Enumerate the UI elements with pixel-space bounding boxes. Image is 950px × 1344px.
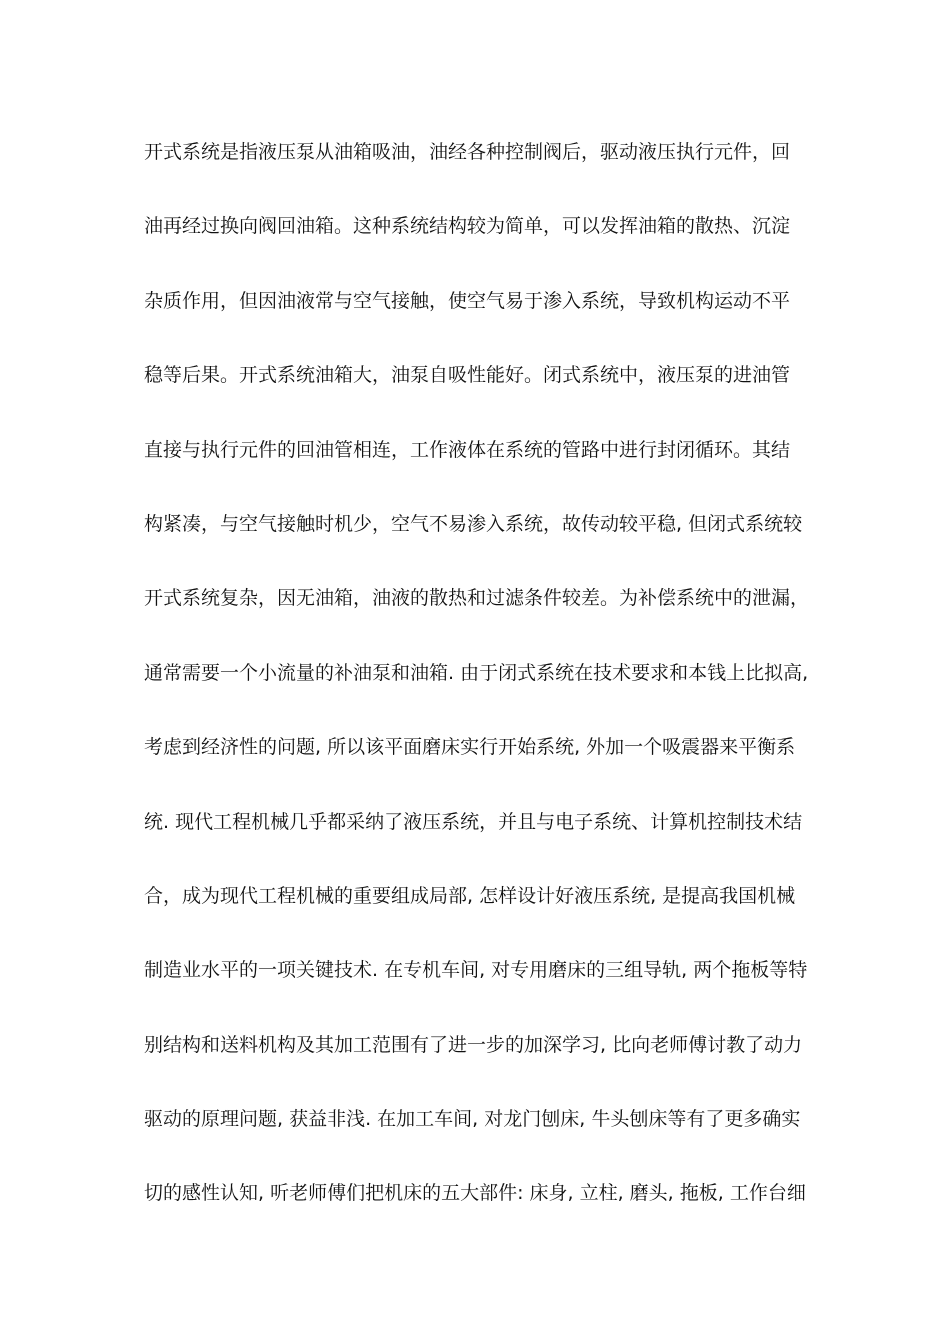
text-line-9: 考虑到经济性的问题, 所以该平面磨床实行开始系统, 外加一个吸震器来平衡系 <box>144 736 796 759</box>
text-line-7: 开式系统复杂，因无油箱，油液的散热和过滤条件较差。为补偿系统中的泄漏， <box>144 587 810 610</box>
text-line-6: 构紧凑，与空气接触时机少，空气不易渗入系统，故传动较平稳, 但闭式系统较 <box>144 512 803 535</box>
text-line-4: 稳等后果。开式系统油箱大，油泵自吸性能好。闭式系统中，液压泵的进油管 <box>144 364 791 387</box>
body-text <box>144 132 814 1248</box>
text-line-8: 通常需要一个小流量的补油泵和油箱. 由于闭式系统在技术要求和本钱上比拟高, <box>144 661 809 684</box>
text-line-1: 开式系统是指液压泵从油箱吸油，油经各种控制阀后，驱动液压执行元件，回 <box>144 141 791 163</box>
text-line-11: 合，成为现代工程机械的重要组成局部, 怎样设计好液压系统, 是提高我国机械 <box>144 884 796 907</box>
text-line-5: 直接与执行元件的回油管相连，工作液体在系统的管路中进行封闭循环。其结 <box>144 438 791 461</box>
text-line-3: 杂质作用，但因油液常与空气接触，使空气易于渗入系统，导致机构运动不平 <box>144 289 791 312</box>
text-line-15: 切的感性认知, 听老师傅们把机床的五大部件: 床身, 立柱, 磨头, 拖板, 工作台细 <box>144 1182 806 1205</box>
text-line-14: 驱动的原理问题, 获益非浅. 在加工车间, 对龙门刨床, 牛头刨床等有了更多确实 <box>144 1108 801 1131</box>
text-line-12: 制造业水平的一项关键技术. 在专机车间, 对专用磨床的三组导轨, 两个拖板等特 <box>144 959 808 982</box>
text-line-2: 油再经过换向阀回油箱。这种系统结构较为简单，可以发挥油箱的散热、沉淀 <box>144 215 791 238</box>
text-line-13: 别结构和送料机构及其加工范围有了进一步的加深学习, 比向老师傅讨教了动力 <box>144 1033 803 1056</box>
text-line-10: 统. 现代工程机械几乎都采纳了液压系统，并且与电子系统、计算机控制技术结 <box>144 810 803 833</box>
